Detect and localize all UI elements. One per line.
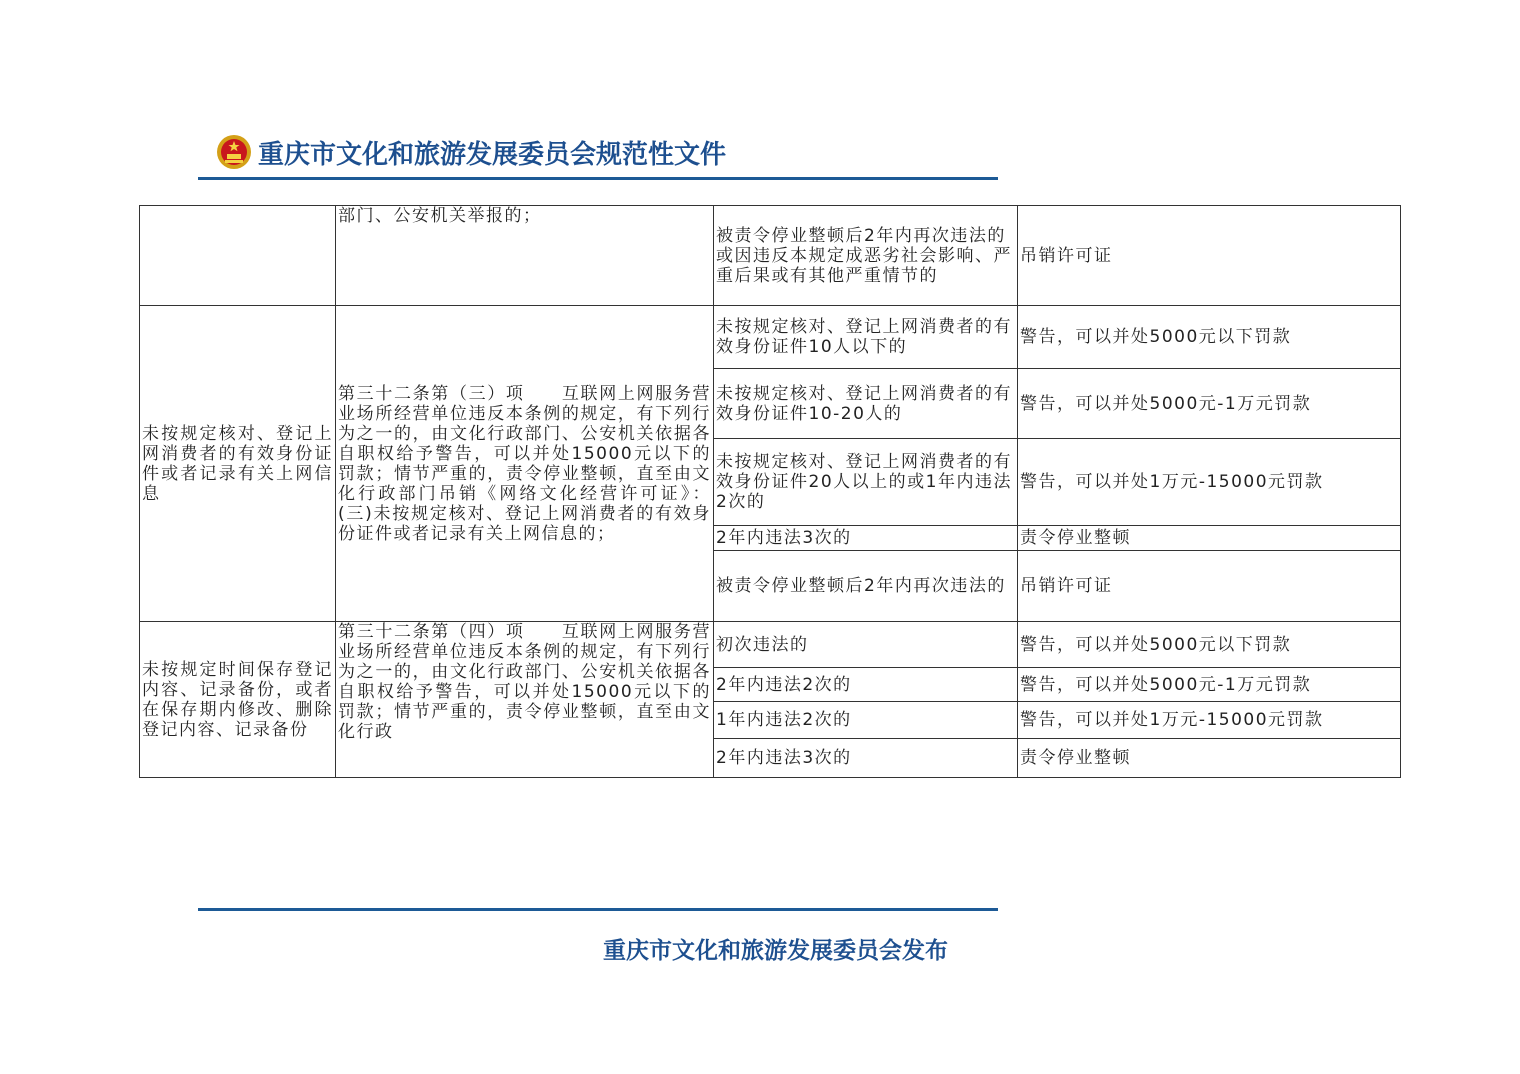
penalty-cell: 警告，可以并处5000元-1万元罚款: [1018, 668, 1401, 702]
penalty-table: [139, 205, 1401, 778]
circumstance-cell: 2年内违法2次的: [714, 668, 1018, 702]
header-divider: [198, 177, 998, 180]
penalty-cell: 吊销许可证: [1018, 206, 1401, 306]
table-row: [140, 206, 1401, 306]
table-row: [140, 306, 1401, 369]
document-header: [216, 132, 726, 172]
document-header-title: 重庆市文化和旅游发展委员会规范性文件: [258, 139, 727, 170]
circumstance-cell: 1年内违法2次的: [714, 702, 1018, 739]
table-row: [140, 622, 1401, 668]
circumstance-cell: 被责令停业整顿后2年内再次违法的: [714, 551, 1018, 622]
penalty-cell: 吊销许可证: [1018, 551, 1401, 622]
penalty-cell: 责令停业整顿: [1018, 526, 1401, 551]
basis-cell: 部门、公安机关举报的；: [336, 206, 714, 306]
violation-cell: [140, 206, 336, 306]
penalty-cell: 责令停业整顿: [1018, 739, 1401, 778]
circumstance-cell: 未按规定核对、登记上网消费者的有效身份证件20人以上的或1年内违法2次的: [714, 439, 1018, 526]
circumstance-cell: 2年内违法3次的: [714, 739, 1018, 778]
footer-publisher: 重庆市文化和旅游发展委员会发布: [603, 937, 948, 964]
national-emblem-icon: [216, 134, 252, 170]
penalty-cell: 警告，可以并处5000元-1万元罚款: [1018, 369, 1401, 439]
circumstance-cell: 2年内违法3次的: [714, 526, 1018, 551]
basis-cell: 第三十二条第（三）项 互联网上网服务营业场所经营单位违反本条例的规定，有下列行为之一的，由文化行政部门、公安机关依据各自职权给予警告，可以并处15000元以下的罚款；情节严重的，责令停业整顿，直至由文化行政部门吊销《网络文化经营许可证》：(三)未按规定核对、登记上网消费者的有效身份证件或者记录有关上网信息的；: [336, 306, 714, 622]
violation-cell: 未按规定核对、登记上网消费者的有效身份证件或者记录有关上网信息: [140, 306, 336, 622]
violation-cell: 未按规定时间保存登记内容、记录备份，或者在保存期内修改、删除登记内容、记录备份: [140, 622, 336, 778]
circumstance-cell: 未按规定核对、登记上网消费者的有效身份证件10人以下的: [714, 306, 1018, 369]
circumstance-cell: 被责令停业整顿后2年内再次违法的或因违反本规定成恶劣社会影响、严重后果或有其他严重情节的: [714, 206, 1018, 306]
penalty-cell: 警告，可以并处5000元以下罚款: [1018, 622, 1401, 668]
penalty-cell: 警告，可以并处1万元-15000元罚款: [1018, 439, 1401, 526]
penalty-cell: 警告，可以并处5000元以下罚款: [1018, 306, 1401, 369]
circumstance-cell: 初次违法的: [714, 622, 1018, 668]
penalty-cell: 警告，可以并处1万元-15000元罚款: [1018, 702, 1401, 739]
circumstance-cell: 未按规定核对、登记上网消费者的有效身份证件10-20人的: [714, 369, 1018, 439]
basis-cell: 第三十二条第（四）项 互联网上网服务营业场所经营单位违反本条例的规定，有下列行为之一的，由文化行政部门、公安机关依据各自职权给予警告，可以并处15000元以下的罚款；情节严重的，责令停业整顿，直至由文化行政: [336, 622, 714, 778]
footer-divider: [198, 908, 998, 911]
